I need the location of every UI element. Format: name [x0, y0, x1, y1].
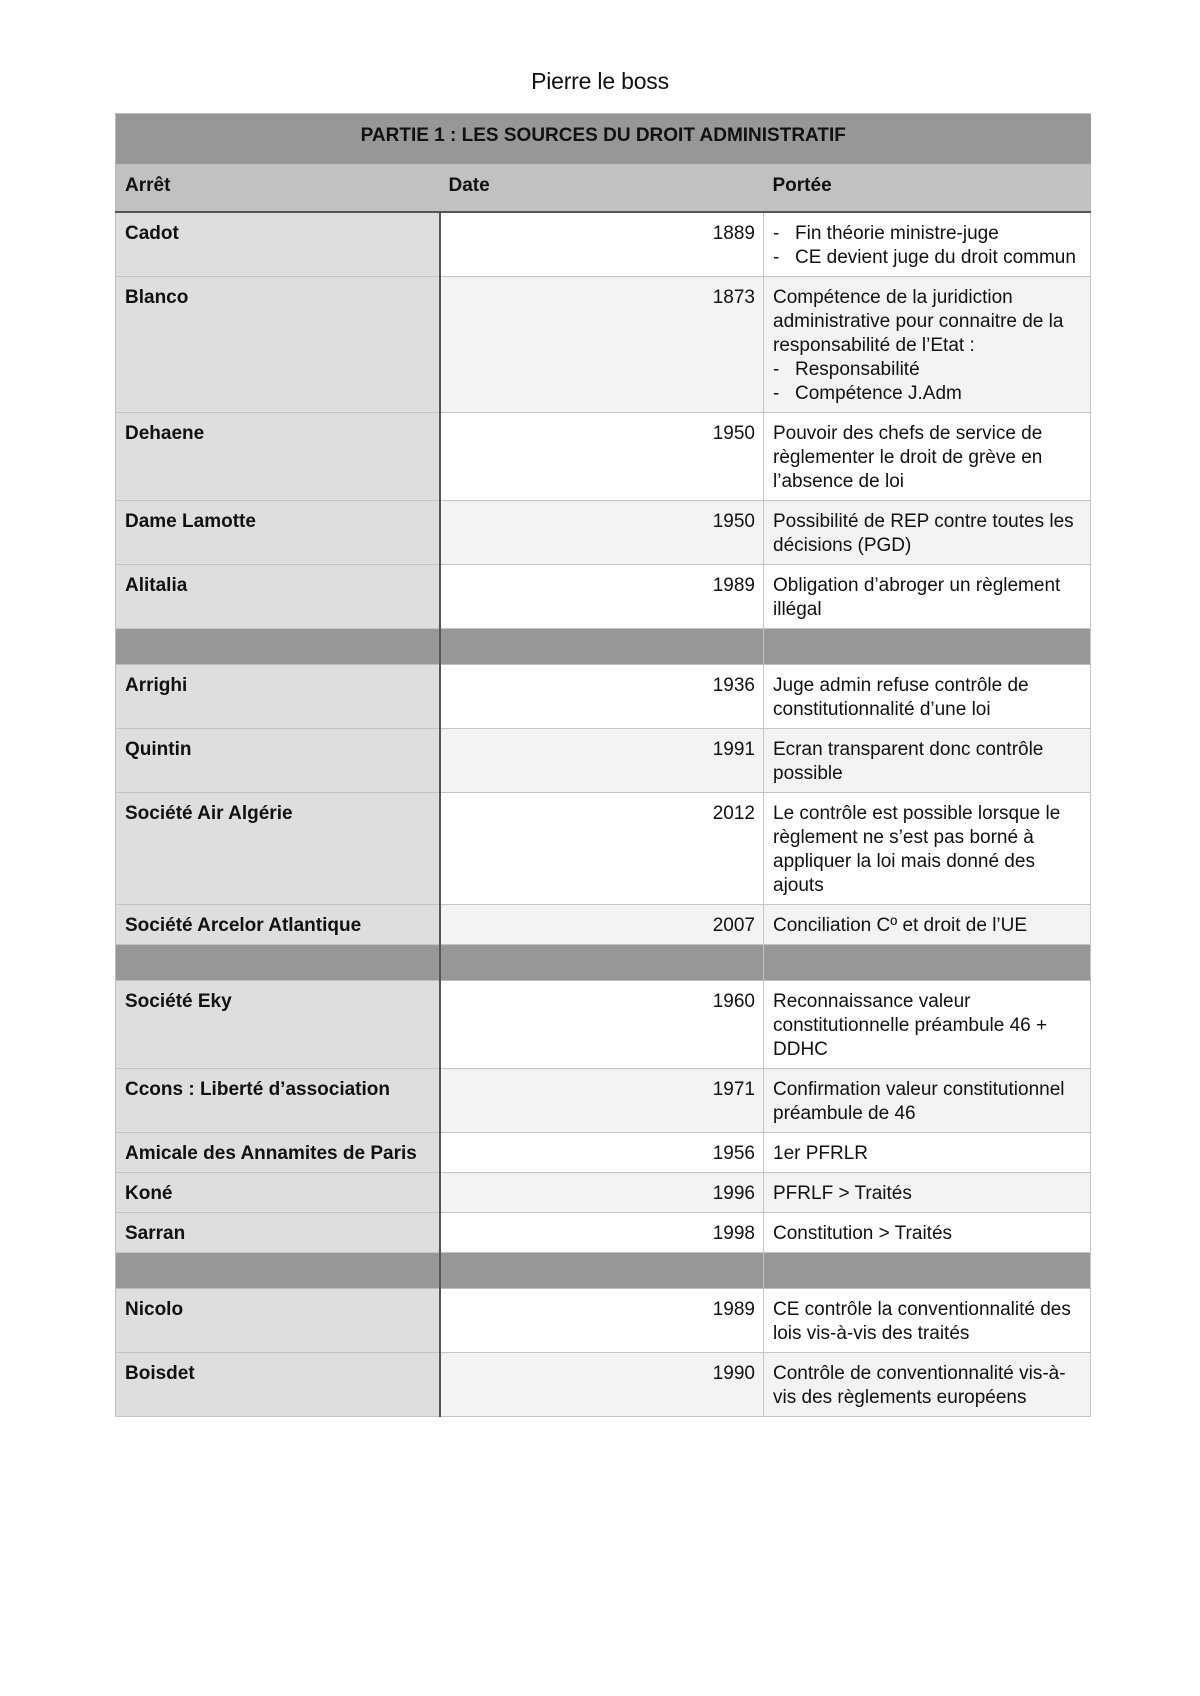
- arret-name: Société Eky: [116, 981, 440, 1069]
- arret-name: Alitalia: [116, 565, 440, 629]
- table-row: [116, 413, 1091, 501]
- arret-portee: [764, 501, 1091, 565]
- portee-text: Conciliation Cº et droit de l’UE: [773, 915, 1028, 936]
- separator-cell: [764, 945, 1091, 981]
- portee-text: Contrôle de conventionnalité vis-à-vis des règlements européens: [773, 1363, 1066, 1408]
- table-row: [116, 905, 1091, 945]
- table-row: [116, 1173, 1091, 1213]
- arret-name: Ccons : Liberté d’association: [116, 1069, 440, 1133]
- arret-portee: [764, 905, 1091, 945]
- bullet-dash-icon: -: [773, 223, 780, 244]
- portee-text: Obligation d’abroger un règlement illégal: [773, 575, 1061, 620]
- portee-bullet: [773, 382, 1082, 406]
- arret-name: Blanco: [116, 277, 440, 413]
- arret-date: 1956: [440, 1133, 764, 1173]
- separator-row: [116, 629, 1091, 665]
- section-row: [116, 114, 1091, 165]
- table-row: [116, 793, 1091, 905]
- arret-date: 1991: [440, 729, 764, 793]
- portee-text: Ecran transparent donc contrôle possible: [773, 739, 1044, 784]
- arret-portee: [764, 665, 1091, 729]
- table-row: [116, 1069, 1091, 1133]
- portee-text: Reconnaissance valeur constitutionnelle préambule 46 + DDHC: [773, 991, 1048, 1060]
- arret-name: Société Air Algérie: [116, 793, 440, 905]
- portee-bullet: [773, 358, 1082, 382]
- arret-portee: [764, 1069, 1091, 1133]
- separator-cell: [764, 1253, 1091, 1289]
- arret-portee: [764, 1133, 1091, 1173]
- table-row: [116, 1289, 1091, 1353]
- arret-date: 1989: [440, 565, 764, 629]
- portee-text: Possibilité de REP contre toutes les décisions (PGD): [773, 511, 1074, 556]
- portee-text: Constitution > Traités: [773, 1223, 953, 1244]
- separator-cell: [440, 1253, 764, 1289]
- header-portee: Portée: [764, 165, 1091, 213]
- separator-cell: [116, 629, 440, 665]
- arret-date: 1936: [440, 665, 764, 729]
- arret-name: Boisdet: [116, 1353, 440, 1417]
- table-row: [116, 981, 1091, 1069]
- arret-date: 2007: [440, 905, 764, 945]
- arret-date: 1950: [440, 413, 764, 501]
- table-row: [116, 729, 1091, 793]
- arret-portee: [764, 1213, 1091, 1253]
- bullet-dash-icon: -: [773, 359, 780, 380]
- bullet-text: Compétence J.Adm: [795, 383, 962, 404]
- bullet-text: CE devient juge du droit commun: [795, 247, 1076, 268]
- arret-name: Société Arcelor Atlantique: [116, 905, 440, 945]
- separator-row: [116, 1253, 1091, 1289]
- section-title: PARTIE 1 : LES SOURCES DU DROIT ADMINISTRATIF: [116, 114, 1091, 165]
- bullet-dash-icon: -: [773, 383, 780, 404]
- portee-text: CE contrôle la conventionnalité des lois vis-à-vis des traités: [773, 1299, 1071, 1344]
- separator-cell: [764, 629, 1091, 665]
- arret-name: Dehaene: [116, 413, 440, 501]
- portee-bullet: [773, 222, 1082, 246]
- arret-date: 1960: [440, 981, 764, 1069]
- portee-text: Confirmation valeur constitutionnel préambule de 46: [773, 1079, 1065, 1124]
- table-row: [116, 277, 1091, 413]
- bullet-text: Fin théorie ministre-juge: [795, 223, 999, 244]
- separator-cell: [116, 945, 440, 981]
- header-arret: Arrêt: [116, 165, 440, 213]
- arret-name: Amicale des Annamites de Paris: [116, 1133, 440, 1173]
- table-row: [116, 565, 1091, 629]
- arret-name: Dame Lamotte: [116, 501, 440, 565]
- arret-portee: [764, 981, 1091, 1069]
- header-date: Date: [440, 165, 764, 213]
- arret-date: 1889: [440, 212, 764, 277]
- portee-text: Compétence de la juridiction administrative pour connaitre de la responsabilité de l’Etat :: [773, 287, 1064, 356]
- bullet-text: Responsabilité: [795, 359, 920, 380]
- portee-text: Le contrôle est possible lorsque le règlement ne s’est pas borné à appliquer la loi mais donné des ajouts: [773, 803, 1061, 896]
- page-title: Pierre le boss: [531, 68, 669, 94]
- table-row: [116, 1353, 1091, 1417]
- arret-portee: [764, 1289, 1091, 1353]
- arret-date: 1998: [440, 1213, 764, 1253]
- header-row: [116, 165, 1091, 213]
- arret-portee: [764, 277, 1091, 413]
- separator-cell: [116, 1253, 440, 1289]
- arret-date: 1989: [440, 1289, 764, 1353]
- table-row: [116, 501, 1091, 565]
- arret-date: 1873: [440, 277, 764, 413]
- portee-text: PFRLF > Traités: [773, 1183, 912, 1204]
- portee-text: 1er PFRLR: [773, 1143, 869, 1164]
- arret-date: 1990: [440, 1353, 764, 1417]
- portee-text: Juge admin refuse contrôle de constitutionnalité d’une loi: [773, 675, 1029, 720]
- arret-name: Sarran: [116, 1213, 440, 1253]
- arret-name: Koné: [116, 1173, 440, 1213]
- arret-portee: [764, 413, 1091, 501]
- arret-name: Nicolo: [116, 1289, 440, 1353]
- separator-row: [116, 945, 1091, 981]
- arrets-table: [115, 113, 1091, 1417]
- arret-portee: [764, 729, 1091, 793]
- arret-portee: [764, 793, 1091, 905]
- table-row: [116, 665, 1091, 729]
- arret-portee: [764, 565, 1091, 629]
- arret-name: Cadot: [116, 212, 440, 277]
- arret-name: Quintin: [116, 729, 440, 793]
- table-row: [116, 1213, 1091, 1253]
- separator-cell: [440, 945, 764, 981]
- arret-portee: [764, 212, 1091, 277]
- table-row: [116, 212, 1091, 277]
- arret-name: Arrighi: [116, 665, 440, 729]
- bullet-dash-icon: -: [773, 247, 780, 268]
- arret-portee: [764, 1173, 1091, 1213]
- arret-portee: [764, 1353, 1091, 1417]
- portee-bullet: [773, 246, 1082, 270]
- portee-text: Pouvoir des chefs de service de règlementer le droit de grève en l’absence de loi: [773, 423, 1043, 492]
- arret-date: 1950: [440, 501, 764, 565]
- arret-date: 2012: [440, 793, 764, 905]
- arret-date: 1971: [440, 1069, 764, 1133]
- table-row: [116, 1133, 1091, 1173]
- separator-cell: [440, 629, 764, 665]
- arret-date: 1996: [440, 1173, 764, 1213]
- table-body: [116, 114, 1091, 1417]
